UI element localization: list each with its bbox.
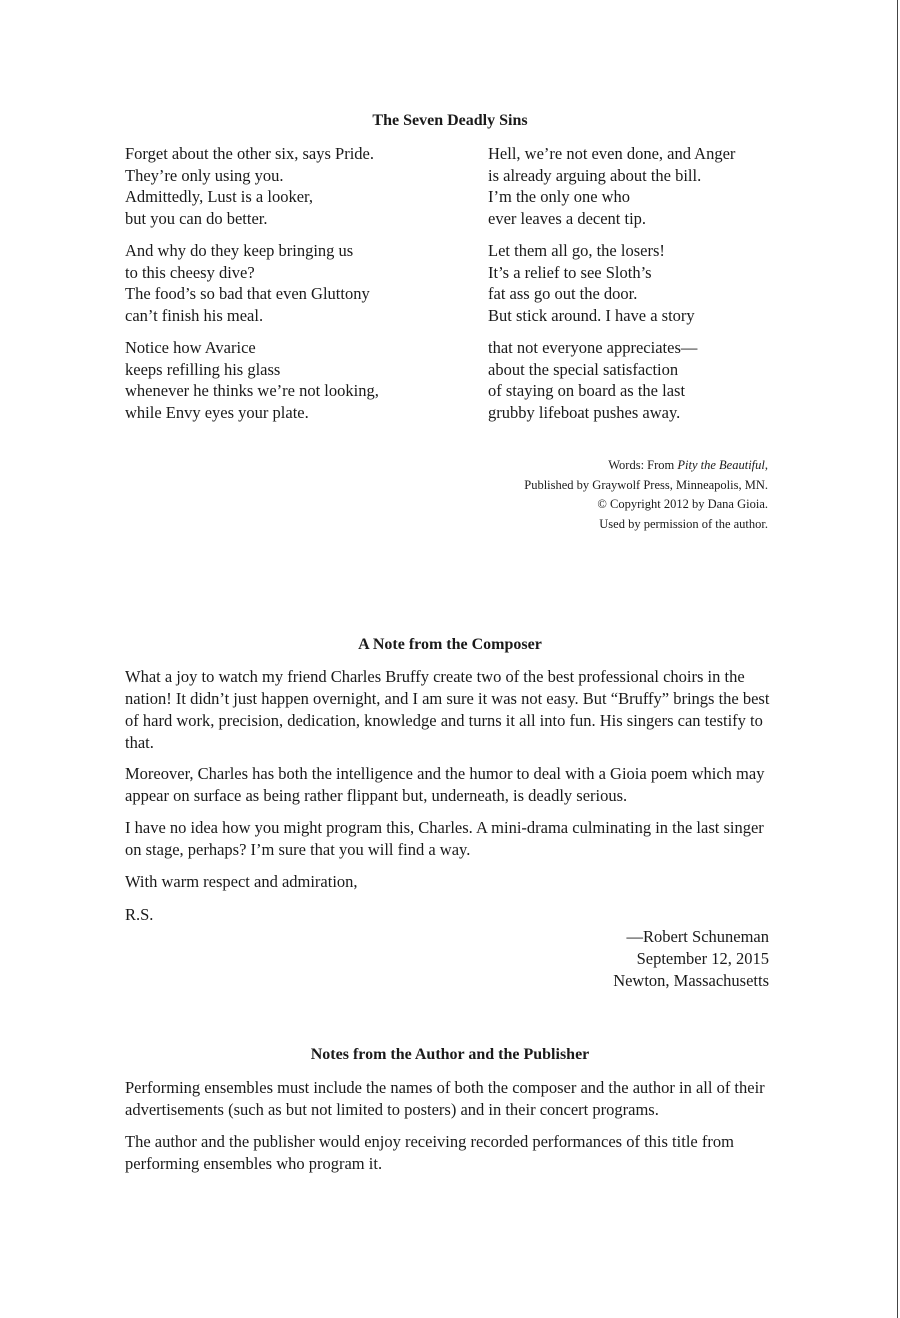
credits-publisher: Published by Graywolf Press, Minneapolis, MN. — [524, 477, 768, 492]
poem-stanza — [488, 240, 695, 326]
poem-stanza — [488, 143, 735, 229]
poem-line: fat ass go out the door. — [488, 284, 638, 303]
poem-line: keeps refilling his glass — [125, 359, 281, 379]
poem-line: can’t finish his meal. — [125, 305, 264, 325]
poem-credits — [524, 456, 768, 534]
poem-stanza — [125, 143, 374, 229]
signature-date: September 12, 2015 — [636, 949, 769, 968]
credits-words-prefix: Words: From — [608, 458, 678, 472]
poem-line: But stick around. I have a story — [488, 305, 695, 325]
poem-stanza — [125, 337, 379, 423]
composer-signature — [613, 926, 769, 992]
publisher-notes-paragraph: Performing ensembles must include the names of both the composer and the author in all of their advertisements (such as but not limited to posters) and in their concert programs. — [125, 1078, 765, 1119]
poem-line: Forget about the other six, says Pride. — [125, 144, 374, 163]
poem-title: The Seven Deadly Sins — [372, 112, 528, 129]
poem-line: And why do they keep bringing us — [125, 241, 354, 260]
poem-line: Hell, we’re not even done, and Anger — [488, 144, 736, 163]
credits-book-title: Pity the Beautiful — [677, 458, 765, 472]
poem-stanza — [488, 337, 697, 423]
publisher-notes-title: Notes from the Author and the Publisher — [310, 1046, 590, 1063]
poem-line: They’re only using you. — [125, 165, 284, 185]
credits-permission: Used by permission of the author. — [599, 516, 768, 531]
poem-line: Let them all go, the losers! — [488, 241, 665, 260]
poem-line: grubby lifeboat pushes away. — [488, 402, 681, 422]
poem-line: but you can do better. — [125, 208, 268, 228]
poem-line: of staying on board as the last — [488, 381, 686, 400]
signature-name: —Robert Schuneman — [626, 927, 769, 946]
poem-line: while Envy eyes your plate. — [125, 402, 309, 422]
poem-line: The food’s so bad that even Gluttony — [125, 284, 370, 303]
poem-line: I’m the only one who — [488, 187, 631, 206]
poem-line: It’s a relief to see Sloth’s — [488, 262, 652, 282]
credits-copyright: © Copyright 2012 by Dana Gioia. — [597, 497, 768, 511]
composer-note-closing: With warm respect and admiration, — [125, 872, 358, 891]
poem-line: whenever he thinks we’re not looking, — [125, 381, 379, 400]
poem-line: ever leaves a decent tip. — [488, 208, 647, 228]
poem-line: Admittedly, Lust is a looker, — [125, 187, 313, 206]
composer-note-initials: R.S. — [125, 905, 154, 924]
poem-line: that not everyone appreciates— — [488, 338, 698, 357]
composer-note-title: A Note from the Composer — [358, 636, 542, 653]
composer-note-paragraph: Moreover, Charles has both the intelligence and the humor to deal with a Gioia poem which may appear on surface as being rather flippant but, underneath, is deadly serious. — [125, 764, 765, 805]
credits-words-suffix: , — [764, 458, 768, 472]
credits-words-line — [524, 456, 768, 476]
publisher-notes-paragraph: The author and the publisher would enjoy receiving recorded performances of this title from performing ensembles who program it. — [125, 1132, 734, 1173]
poem-line: is already arguing about the bill. — [488, 165, 702, 185]
poem-line: to this cheesy dive? — [125, 262, 255, 282]
poem-stanza — [125, 240, 370, 326]
composer-note-paragraph: I have no idea how you might program this, Charles. A mini-drama culminating in the last singer on stage, perhaps? I’m sure that you will find a way. — [125, 818, 764, 859]
poem-line: Notice how Avarice — [125, 338, 256, 357]
signature-place: Newton, Massachusetts — [613, 971, 769, 990]
page-edge-border — [897, 0, 898, 1318]
composer-note-paragraph: What a joy to watch my friend Charles Bruffy create two of the best professional choirs in the nation! It didn’t just happen overnight, and I am sure it was not easy. But “Bruffy” brings the best of hard work, precision, dedication, knowledge and turns it all into fun. His singers can testify to that. — [125, 667, 770, 752]
poem-line: about the special satisfaction — [488, 359, 679, 379]
